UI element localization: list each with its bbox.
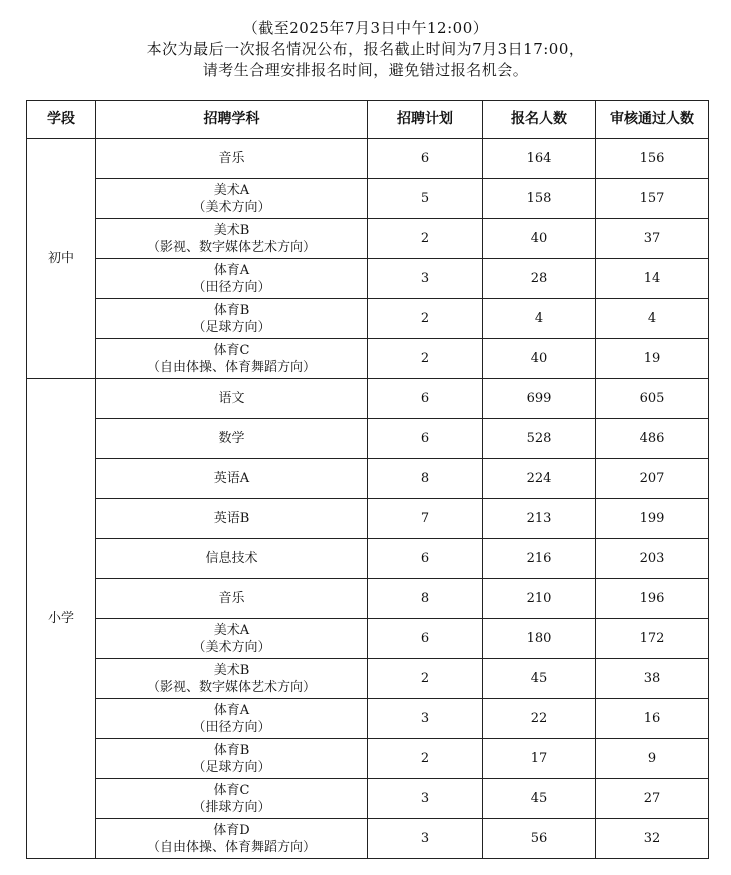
applicants-cell: 28 (483, 259, 596, 299)
subject-cell (96, 379, 368, 419)
applicants-cell: 4 (483, 299, 596, 339)
plan-cell: 5 (368, 179, 483, 219)
plan-cell: 6 (368, 539, 483, 579)
subject-direction: （足球方向） (192, 319, 271, 335)
stage-cell: 初中 (27, 139, 96, 379)
approved-cell: 196 (596, 579, 709, 619)
table-row (27, 219, 709, 259)
subject-name: 音乐 (218, 591, 245, 606)
applicants-cell: 45 (483, 779, 596, 819)
subject-cell (96, 579, 368, 619)
approved-cell: 14 (596, 259, 709, 299)
table-row (27, 779, 709, 819)
table-header-row (27, 101, 709, 139)
subject-direction: （美术方向） (192, 199, 271, 215)
subject-direction: （自由体操、体育舞蹈方向） (146, 839, 316, 855)
table-row (27, 379, 709, 419)
subject-direction: （足球方向） (192, 759, 271, 775)
plan-cell: 8 (368, 459, 483, 499)
deadline-note: 本次为最后一次报名情况公布，报名截止时间为7月3日17:00， (146, 40, 585, 58)
subject-direction: （美术方向） (192, 639, 271, 655)
plan-cell: 7 (368, 499, 483, 539)
table-row (27, 139, 709, 179)
subject-cell (96, 219, 368, 259)
plan-cell: 6 (368, 139, 483, 179)
plan-cell: 3 (368, 259, 483, 299)
plan-cell: 8 (368, 579, 483, 619)
subject-cell (96, 179, 368, 219)
applicants-cell: 164 (483, 139, 596, 179)
subject-cell (96, 299, 368, 339)
approved-cell: 32 (596, 819, 709, 859)
subject-cell (96, 779, 368, 819)
approved-cell: 9 (596, 739, 709, 779)
plan-cell: 3 (368, 699, 483, 739)
subject-cell (96, 459, 368, 499)
approved-cell: 157 (596, 179, 709, 219)
subject-name: 语文 (218, 391, 245, 406)
subject-name: 体育C (213, 342, 250, 358)
col-header-subject: 招聘学科 (96, 101, 368, 139)
notice-header (0, 18, 731, 81)
table-row (27, 459, 709, 499)
plan-cell: 3 (368, 779, 483, 819)
cutoff-time-note: （截至2025年7月3日中午12:00） (242, 19, 489, 37)
subject-cell (96, 259, 368, 299)
plan-cell: 6 (368, 379, 483, 419)
subject-name: 体育B (213, 742, 250, 758)
subject-name: 体育A (213, 702, 250, 718)
approved-cell: 4 (596, 299, 709, 339)
subject-direction: （田径方向） (192, 719, 271, 735)
plan-cell: 2 (368, 339, 483, 379)
registration-table (26, 100, 709, 859)
col-header-applicants: 报名人数 (483, 101, 596, 139)
subject-name: 美术B (213, 222, 250, 238)
stage-cell: 小学 (27, 379, 96, 859)
approved-cell: 37 (596, 219, 709, 259)
applicants-cell: 22 (483, 699, 596, 739)
applicants-cell: 180 (483, 619, 596, 659)
subject-cell (96, 819, 368, 859)
subject-name: 美术A (213, 182, 250, 198)
subject-cell (96, 619, 368, 659)
table-row (27, 179, 709, 219)
table-row (27, 659, 709, 699)
subject-direction: （影视、数字媒体艺术方向） (146, 679, 316, 695)
plan-cell: 2 (368, 659, 483, 699)
plan-cell: 2 (368, 739, 483, 779)
approved-cell: 38 (596, 659, 709, 699)
approved-cell: 486 (596, 419, 709, 459)
reminder-note: 请考生合理安排报名时间，避免错过报名机会。 (202, 61, 529, 79)
table-row (27, 579, 709, 619)
applicants-cell: 40 (483, 219, 596, 259)
subject-cell (96, 739, 368, 779)
approved-cell: 203 (596, 539, 709, 579)
applicants-cell: 45 (483, 659, 596, 699)
subject-name: 体育A (213, 262, 250, 278)
approved-cell: 207 (596, 459, 709, 499)
subject-cell (96, 139, 368, 179)
approved-cell: 199 (596, 499, 709, 539)
table-row (27, 499, 709, 539)
approved-cell: 172 (596, 619, 709, 659)
plan-cell: 3 (368, 819, 483, 859)
col-header-approved: 审核通过人数 (596, 101, 709, 139)
subject-name: 体育D (213, 822, 250, 838)
table-row (27, 259, 709, 299)
approved-cell: 156 (596, 139, 709, 179)
subject-direction: （影视、数字媒体艺术方向） (146, 239, 316, 255)
subject-name: 体育C (213, 782, 250, 798)
subject-direction: （田径方向） (192, 279, 271, 295)
col-header-plan: 招聘计划 (368, 101, 483, 139)
subject-cell (96, 499, 368, 539)
table-row (27, 339, 709, 379)
subject-cell (96, 539, 368, 579)
plan-cell: 6 (368, 419, 483, 459)
table-row (27, 699, 709, 739)
subject-name: 体育B (213, 302, 250, 318)
subject-cell (96, 659, 368, 699)
table-row (27, 819, 709, 859)
subject-name: 英语B (213, 511, 250, 526)
approved-cell: 27 (596, 779, 709, 819)
applicants-cell: 216 (483, 539, 596, 579)
table-row (27, 419, 709, 459)
applicants-cell: 40 (483, 339, 596, 379)
applicants-cell: 213 (483, 499, 596, 539)
applicants-cell: 17 (483, 739, 596, 779)
table-row (27, 539, 709, 579)
approved-cell: 16 (596, 699, 709, 739)
applicants-cell: 224 (483, 459, 596, 499)
applicants-cell: 158 (483, 179, 596, 219)
subject-cell (96, 339, 368, 379)
plan-cell: 2 (368, 299, 483, 339)
subject-name: 信息技术 (205, 551, 258, 566)
table-row (27, 739, 709, 779)
subject-cell (96, 419, 368, 459)
table-row (27, 299, 709, 339)
subject-name: 数学 (218, 431, 245, 446)
subject-direction: （排球方向） (192, 799, 271, 815)
subject-name: 美术B (213, 662, 250, 678)
applicants-cell: 699 (483, 379, 596, 419)
approved-cell: 19 (596, 339, 709, 379)
table-body (27, 139, 709, 859)
applicants-cell: 528 (483, 419, 596, 459)
subject-name: 美术A (213, 622, 250, 638)
subject-name: 英语A (213, 471, 250, 486)
subject-direction: （自由体操、体育舞蹈方向） (146, 359, 316, 375)
applicants-cell: 210 (483, 579, 596, 619)
col-header-stage: 学段 (27, 101, 96, 139)
plan-cell: 6 (368, 619, 483, 659)
plan-cell: 2 (368, 219, 483, 259)
table-row (27, 619, 709, 659)
subject-name: 音乐 (218, 151, 245, 166)
subject-cell (96, 699, 368, 739)
approved-cell: 605 (596, 379, 709, 419)
applicants-cell: 56 (483, 819, 596, 859)
